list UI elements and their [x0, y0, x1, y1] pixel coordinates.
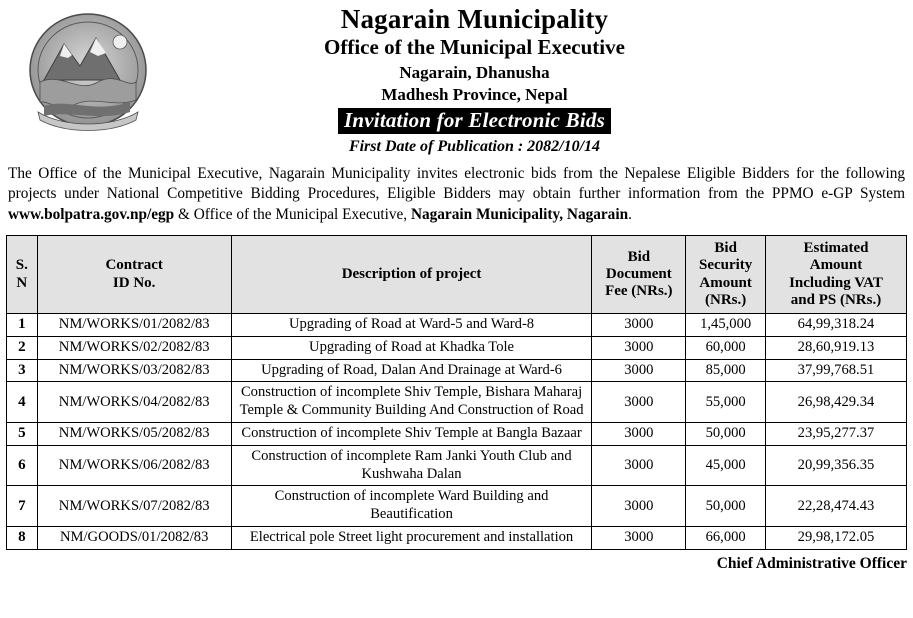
cell-bid-security: 66,000 [686, 527, 766, 550]
cell-estimated-amount: 28,60,919.13 [765, 336, 906, 359]
column-header-bid-document-fee [592, 236, 686, 314]
table-row [7, 314, 907, 337]
column-header-fee-line3: Fee (NRs.) [605, 283, 673, 300]
office-emphasis: Nagarain Municipality, Nagarain [410, 205, 629, 223]
table-header-row [7, 236, 907, 314]
column-header-estimated-line2: Amount [809, 257, 863, 274]
table-row [7, 423, 907, 446]
cell-bid-security: 45,000 [686, 445, 766, 486]
nepal-municipality-emblem-icon [24, 8, 152, 136]
column-header-estimated-line4: and PS (NRs.) [790, 291, 882, 308]
cell-bid-security: 1,45,000 [686, 314, 766, 337]
cell-bid-security: 85,000 [686, 359, 766, 382]
column-header-fee-line1: Bid [627, 248, 651, 265]
egp-url[interactable]: www.bolpatra.gov.np/egp [8, 205, 175, 223]
cell-description: Construction of incomplete Ram Janki Youth Club and Kushwaha Dalan [231, 445, 592, 486]
column-header-fee-line2: Document [605, 265, 672, 282]
invitation-banner: Invitation for Electronic Bids [338, 108, 611, 134]
column-header-contract-id [37, 236, 231, 314]
column-header-estimated-line3: Including VAT [789, 274, 883, 291]
document-header [6, 4, 907, 156]
cell-sn: 1 [7, 314, 38, 337]
cell-description: Electrical pole Street light procurement and installation [231, 527, 592, 550]
cell-contract-id: NM/WORKS/04/2082/83 [37, 382, 231, 423]
column-header-sn-line2: N [16, 274, 28, 291]
cell-bid-document-fee: 3000 [592, 486, 686, 527]
cell-contract-id: NM/WORKS/07/2082/83 [37, 486, 231, 527]
office-name: Office of the Municipal Executive [324, 35, 625, 60]
cell-contract-id: NM/GOODS/01/2082/83 [37, 527, 231, 550]
cell-bid-document-fee: 3000 [592, 314, 686, 337]
cell-contract-id: NM/WORKS/06/2082/83 [37, 445, 231, 486]
office-location: Nagarain, Dhanusha [399, 63, 550, 83]
column-header-security-line4: (NRs.) [705, 291, 747, 308]
cell-estimated-amount: 23,95,277.37 [765, 423, 906, 446]
office-province: Madhesh Province, Nepal [381, 84, 568, 104]
intro-text-part2: & Office of the Municipal Executive, [174, 205, 411, 223]
cell-bid-security: 55,000 [686, 382, 766, 423]
cell-bid-document-fee: 3000 [592, 336, 686, 359]
cell-description: Construction of incomplete Shiv Temple, Bishara Maharaj Temple & Community Building And Construction of Road [231, 382, 592, 423]
column-header-security-line2: Security [698, 257, 753, 274]
column-header-description: Description of project [231, 236, 592, 314]
cell-contract-id: NM/WORKS/02/2082/83 [37, 336, 231, 359]
cell-sn: 6 [7, 445, 38, 486]
cell-description: Upgrading of Road at Khadka Tole [231, 336, 592, 359]
cell-description: Construction of incomplete Ward Building and Beautification [231, 486, 592, 527]
column-header-contract-id-line2: ID No. [112, 274, 156, 291]
table-row [7, 336, 907, 359]
cell-sn: 4 [7, 382, 38, 423]
column-header-estimated-line1: Estimated [803, 240, 869, 257]
cell-sn: 3 [7, 359, 38, 382]
column-header-bid-security [686, 236, 766, 314]
cell-bid-security: 60,000 [686, 336, 766, 359]
cell-sn: 8 [7, 527, 38, 550]
cell-sn: 7 [7, 486, 38, 527]
cell-estimated-amount: 26,98,429.34 [765, 382, 906, 423]
signatory-line: Chief Administrative Officer [716, 554, 907, 572]
cell-bid-security: 50,000 [686, 423, 766, 446]
column-header-sn [7, 236, 38, 314]
cell-bid-document-fee: 3000 [592, 382, 686, 423]
cell-contract-id: NM/WORKS/01/2082/83 [37, 314, 231, 337]
intro-paragraph [8, 164, 905, 225]
column-header-sn-line1: S. [15, 257, 28, 274]
cell-estimated-amount: 64,99,318.24 [765, 314, 906, 337]
invitation-banner-wrap [152, 108, 797, 134]
cell-contract-id: NM/WORKS/05/2082/83 [37, 423, 231, 446]
intro-text-part3: . [628, 205, 632, 223]
cell-bid-security: 50,000 [686, 486, 766, 527]
cell-estimated-amount: 20,99,356.35 [765, 445, 906, 486]
cell-estimated-amount: 22,28,474.43 [765, 486, 906, 527]
cell-sn: 2 [7, 336, 38, 359]
publication-date: First Date of Publication : 2082/10/14 [348, 138, 601, 156]
cell-description: Upgrading of Road, Dalan And Drainage at Ward-6 [231, 359, 592, 382]
table-row [7, 486, 907, 527]
cell-estimated-amount: 37,99,768.51 [765, 359, 906, 382]
cell-bid-document-fee: 3000 [592, 359, 686, 382]
table-row [7, 359, 907, 382]
cell-bid-document-fee: 3000 [592, 527, 686, 550]
cell-bid-document-fee: 3000 [592, 423, 686, 446]
cell-estimated-amount: 29,98,172.05 [765, 527, 906, 550]
bids-table [6, 235, 907, 550]
organization-name: Nagarain Municipality [340, 4, 609, 34]
table-row [7, 382, 907, 423]
header-titles [152, 4, 907, 156]
table-row [7, 527, 907, 550]
cell-description: Construction of incomplete Shiv Temple at Bangla Bazaar [231, 423, 592, 446]
column-header-security-line1: Bid [714, 240, 737, 257]
column-header-contract-id-line1: Contract [105, 257, 163, 274]
intro-text-part1: The Office of the Municipal Executive, Nagarain Municipality invites electronic bids from the Nepalese Eligible Bidders for the following projects under National Competitive Bidding Procedures, Eligible Bidders may obtain further information from the PPMO e-GP System [8, 165, 905, 203]
column-header-security-line3: Amount [699, 274, 752, 291]
cell-sn: 5 [7, 423, 38, 446]
column-header-estimated-amount [765, 236, 906, 314]
cell-contract-id: NM/WORKS/03/2082/83 [37, 359, 231, 382]
cell-description: Upgrading of Road at Ward-5 and Ward-8 [231, 314, 592, 337]
table-row [7, 445, 907, 486]
cell-bid-document-fee: 3000 [592, 445, 686, 486]
